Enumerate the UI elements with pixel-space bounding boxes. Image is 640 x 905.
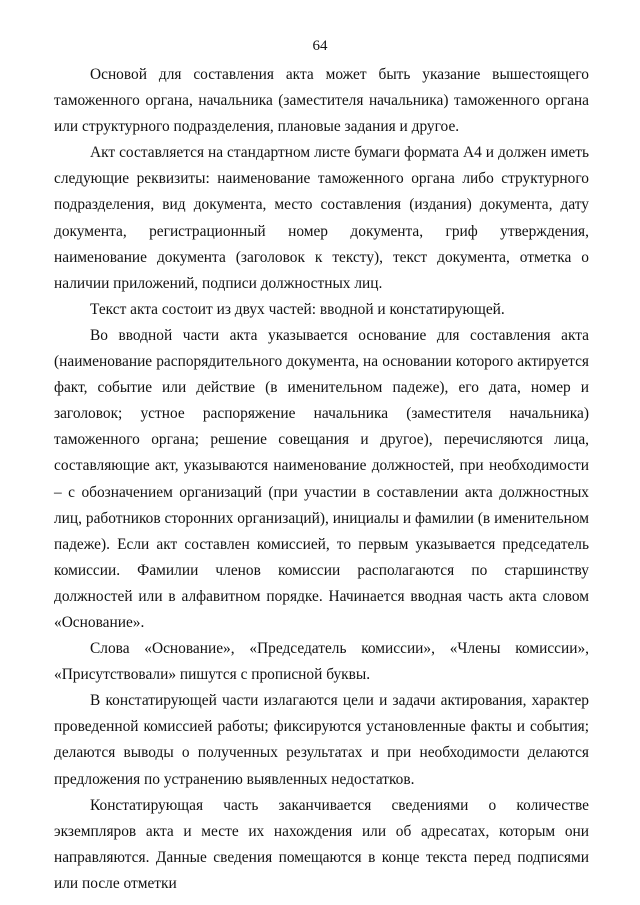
page-number: 64: [312, 38, 328, 54]
paragraph-stating-part: В констатирующей части излагаются цели и задачи актирования, характер проведенной комиссией работы; фиксируются установленные факты и события; делаются выводы о полученных результатах и при необходимости делаются предложения по устранению выявленных недостатков.: [54, 692, 589, 788]
paragraph-introductory-part: Во вводной части акта указывается основание для составления акта (наименование распорядительного документа, на основании которого актируется факт, событие или действие (в именительном падеже), его дата, номер и заголовок; устное распоряжение начальника (заместителя начальника) таможенного органа; решение совещания и другое), перечисляются лица, составляющие акт, указываются наименование должностей, при необходимости – с обозначением организаций (при участии в составлении акта должностных лиц, работников сторонних организаций), инициалы и фамилии (в именительном падеже). Если акт составлен комиссией, то первым указывается председатель комиссии. Фамилии членов комиссии располагаются по старшинству должностей или в алфавитном порядке. Начинается вводная часть акта словом «Основание».: [54, 326, 589, 631]
paragraph-capitalization: Слова «Основание», «Председатель комиссии», «Члены комиссии», «Присутствовали» пишутся с прописной буквы.: [54, 640, 589, 684]
body-text: [54, 62, 589, 897]
paragraph-requisites: Акт составляется на стандартном листе бумаги формата А4 и должен иметь следующие реквизиты: наименование таможенного органа либо структурного подразделения, вид документа, место составления (издания) документа, дату документа, регистрационный номер документа, гриф утверждения, наименование документа (заголовок к тексту), текст документа, отметка о наличии приложений, подписи должностных лиц.: [54, 144, 589, 292]
paragraph-basis: Основой для составления акта может быть указание вышестоящего таможенного органа, начальника (заместителя начальника) таможенного органа или структурного подразделения, плановые задания и другое.: [54, 66, 589, 136]
paragraph-stating-part-end: Констатирующая часть заканчивается сведениями о количестве экземпляров акта и месте их нахождения или об адресатах, которым они направляются. Данные сведения помещаются в конце текста перед подписями или после отметки: [54, 796, 589, 892]
paragraph-structure: Текст акта состоит из двух частей: вводной и констатирующей.: [90, 300, 505, 318]
